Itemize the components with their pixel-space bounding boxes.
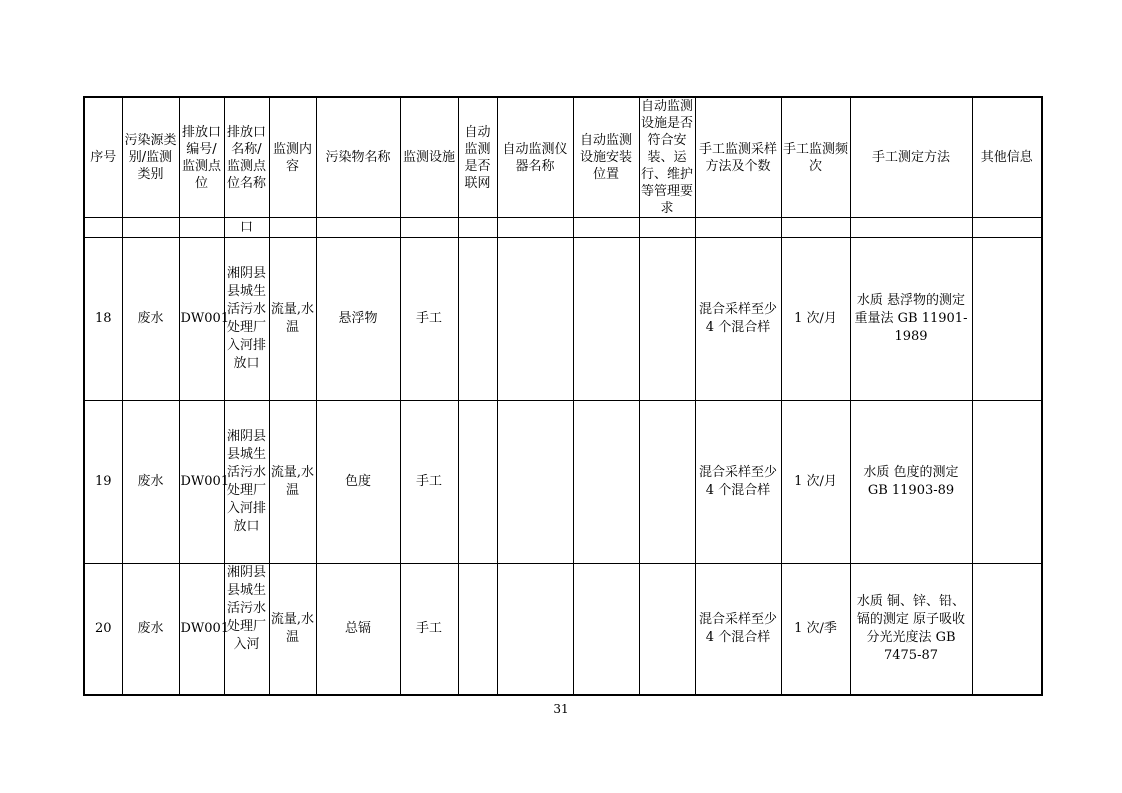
cell-install-location — [573, 401, 639, 564]
cell-category: 废水 — [122, 564, 179, 695]
cell-content: 流量,水温 — [269, 401, 316, 564]
header-compliance: 自动监测设施是否符合安装、运行、维护等管理要求 — [640, 99, 693, 216]
cell-outlet-id: DW001 — [179, 401, 224, 564]
header-instrument: 自动监测仪器名称 — [497, 97, 573, 218]
header-seq: 序号 — [84, 97, 122, 218]
cell-content: 流量,水温 — [269, 238, 316, 401]
cell-manual-method: 混合采样至少 4 个混合样 — [695, 401, 781, 564]
header-other: 其他信息 — [972, 97, 1042, 218]
cell-manual-method: 混合采样至少 4 个混合样 — [695, 564, 781, 695]
cell-seq: 19 — [84, 401, 122, 564]
cell-other — [972, 401, 1042, 564]
cell-pollutant: 色度 — [316, 401, 400, 564]
header-test-method: 手工测定方法 — [850, 97, 972, 218]
cell-networked — [458, 564, 497, 695]
cell-test-method: 水质 色度的测定 GB 11903-89 — [850, 401, 972, 564]
table-row — [84, 238, 1042, 401]
cell-compliance — [639, 238, 695, 401]
cell-facility: 手工 — [400, 564, 458, 695]
header-pollutant: 污染物名称 — [316, 97, 400, 218]
monitoring-table-container — [83, 96, 1041, 686]
cell-outlet-name: 湘阴县县城生活污水处理厂入河排放口 — [224, 238, 269, 401]
cell-facility: 手工 — [400, 238, 458, 401]
cell-seq: 20 — [84, 564, 122, 695]
cell-other — [972, 238, 1042, 401]
cell-outlet-id: DW001 — [179, 238, 224, 401]
cell-category: 废水 — [122, 238, 179, 401]
header-install-location: 自动监测设施安装位置 — [573, 97, 639, 218]
cell-content: 流量,水温 — [269, 564, 316, 695]
monitoring-table — [83, 96, 1043, 696]
cell-category: 废水 — [122, 401, 179, 564]
cell-instrument — [497, 564, 573, 695]
cell-test-method: 水质 悬浮物的测定 重量法 GB 11901-1989 — [850, 238, 972, 401]
header-frequency: 手工监测频次 — [781, 97, 850, 218]
header-content: 监测内容 — [269, 97, 316, 218]
continuation-row — [84, 218, 1042, 238]
table-row — [84, 401, 1042, 564]
cell-facility: 手工 — [400, 401, 458, 564]
header-outlet-id: 排放口编号/监测点位 — [179, 97, 224, 218]
cell-install-location — [573, 564, 639, 695]
cell-compliance — [639, 564, 695, 695]
cell-test-method: 水质 铜、锌、铅、镉的测定 原子吸收分光光度法 GB 7475-87 — [850, 564, 972, 695]
header-row — [84, 97, 1042, 218]
cell-outlet-name: 湘阴县县城生活污水处理厂入河 — [224, 564, 269, 695]
cell-install-location — [573, 238, 639, 401]
header-category: 污染源类别/监测类别 — [122, 97, 179, 218]
cell-networked — [458, 238, 497, 401]
page-number: 31 — [553, 702, 569, 716]
cell-other — [972, 564, 1042, 695]
cell-outlet-id: DW001 — [179, 564, 224, 695]
cell-frequency: 1 次/季 — [781, 564, 850, 695]
cell-instrument — [497, 401, 573, 564]
header-networked: 自动监测是否联网 — [458, 97, 497, 218]
cell-frequency: 1 次/月 — [781, 238, 850, 401]
header-manual-method: 手工监测采样方法及个数 — [695, 97, 781, 218]
cell-pollutant: 悬浮物 — [316, 238, 400, 401]
table-row — [84, 564, 1042, 695]
cell-frequency: 1 次/月 — [781, 401, 850, 564]
header-outlet-name: 排放口名称/监测点位名称 — [224, 97, 269, 218]
header-facility: 监测设施 — [400, 97, 458, 218]
cell-manual-method: 混合采样至少 4 个混合样 — [695, 238, 781, 401]
outlet-name-continuation: 口 — [224, 218, 269, 238]
cell-compliance — [639, 401, 695, 564]
cell-seq: 18 — [84, 238, 122, 401]
cell-outlet-name: 湘阴县县城生活污水处理厂入河排放口 — [224, 401, 269, 564]
cell-pollutant: 总镉 — [316, 564, 400, 695]
cell-networked — [458, 401, 497, 564]
cell-instrument — [497, 238, 573, 401]
